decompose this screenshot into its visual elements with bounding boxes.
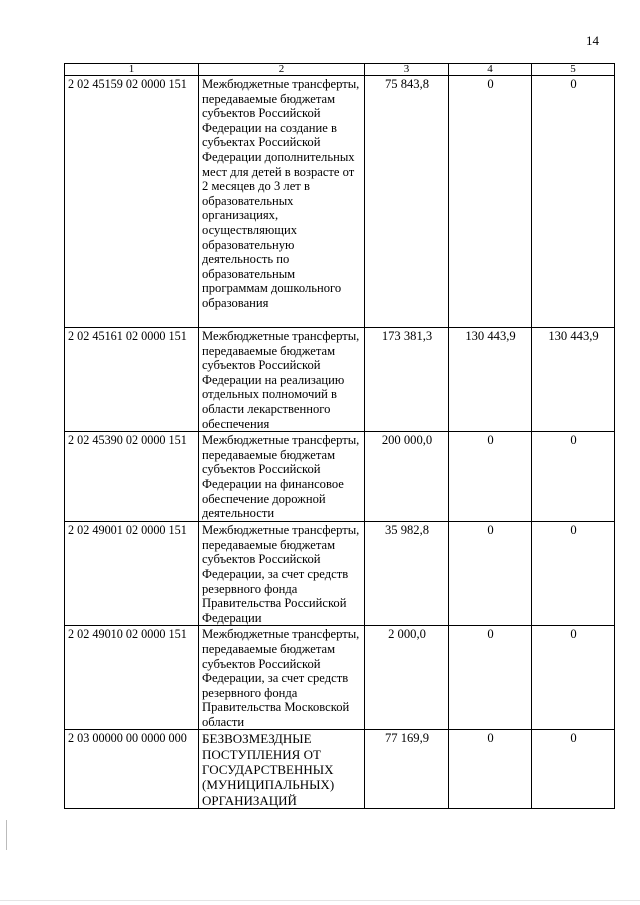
column-header-4: 4 (449, 64, 532, 76)
table-row (65, 76, 615, 328)
column-header-5: 5 (532, 64, 615, 76)
column-header-1: 1 (65, 64, 199, 76)
amount-col4-cell: 0 (449, 626, 532, 730)
revenue-name-cell: Межбюджетные трансферты, передаваемые бюджетам субъектов Российской Федерации, за счет средств резервного фонда Правительства Российской Федерации (199, 522, 365, 626)
table-header-row (65, 64, 615, 76)
page-number: 14 (586, 33, 599, 48)
scan-margin-mark (6, 820, 7, 850)
amount-col4-cell: 0 (449, 522, 532, 626)
amount-col3-cell: 2 000,0 (365, 626, 449, 730)
revenue-name-cell: Межбюджетные трансферты, передаваемые бюджетам субъектов Российской Федерации на реализацию отдельных полномочий в области лекарственного обеспечения (199, 328, 365, 432)
amount-col3-cell: 35 982,8 (365, 522, 449, 626)
column-header-3: 3 (365, 64, 449, 76)
amount-col5-cell: 0 (532, 76, 615, 328)
table-row (65, 730, 615, 808)
table-row (65, 522, 615, 626)
amount-col4-cell: 0 (449, 730, 532, 808)
amount-col5-cell: 0 (532, 432, 615, 522)
amount-col3-cell: 77 169,9 (365, 730, 449, 808)
revenue-name-cell: Межбюджетные трансферты, передаваемые бюджетам субъектов Российской Федерации на создание в субъектах Российской Федерации дополнительных мест для детей в возрасте от 2 месяцев до 3 лет в образовательных организациях, осуществляющих образовательную деятельность по образовательным программам дошкольного образования (199, 76, 365, 328)
amount-col3-cell: 75 843,8 (365, 76, 449, 328)
budget-code-cell: 2 02 45390 02 0000 151 (65, 432, 199, 522)
table-row (65, 328, 615, 432)
budget-code-cell: 2 03 00000 00 0000 000 (65, 730, 199, 808)
budget-table (64, 63, 615, 809)
scan-bottom-edge (0, 900, 640, 901)
revenue-name-cell: Межбюджетные трансферты, передаваемые бюджетам субъектов Российской Федерации, за счет средств резервного фонда Правительства Московской области (199, 626, 365, 730)
amount-col5-cell: 0 (532, 730, 615, 808)
amount-col4-cell: 0 (449, 432, 532, 522)
budget-code-cell: 2 02 49001 02 0000 151 (65, 522, 199, 626)
amount-col4-cell: 130 443,9 (449, 328, 532, 432)
revenue-name-cell: Межбюджетные трансферты, передаваемые бюджетам субъектов Российской Федерации на финансовое обеспечение дорожной деятельности (199, 432, 365, 522)
amount-col5-cell: 0 (532, 626, 615, 730)
budget-code-cell: 2 02 49010 02 0000 151 (65, 626, 199, 730)
amount-col4-cell: 0 (449, 76, 532, 328)
table-row (65, 432, 615, 522)
amount-col3-cell: 173 381,3 (365, 328, 449, 432)
revenue-name-cell: БЕЗВОЗМЕЗДНЫЕ ПОСТУПЛЕНИЯ ОТ ГОСУДАРСТВЕННЫХ (МУНИЦИПАЛЬНЫХ) ОРГАНИЗАЦИЙ (199, 730, 365, 808)
amount-col5-cell: 130 443,9 (532, 328, 615, 432)
amount-col3-cell: 200 000,0 (365, 432, 449, 522)
budget-code-cell: 2 02 45161 02 0000 151 (65, 328, 199, 432)
amount-col5-cell: 0 (532, 522, 615, 626)
table-row (65, 626, 615, 730)
column-header-2: 2 (199, 64, 365, 76)
budget-code-cell: 2 02 45159 02 0000 151 (65, 76, 199, 328)
